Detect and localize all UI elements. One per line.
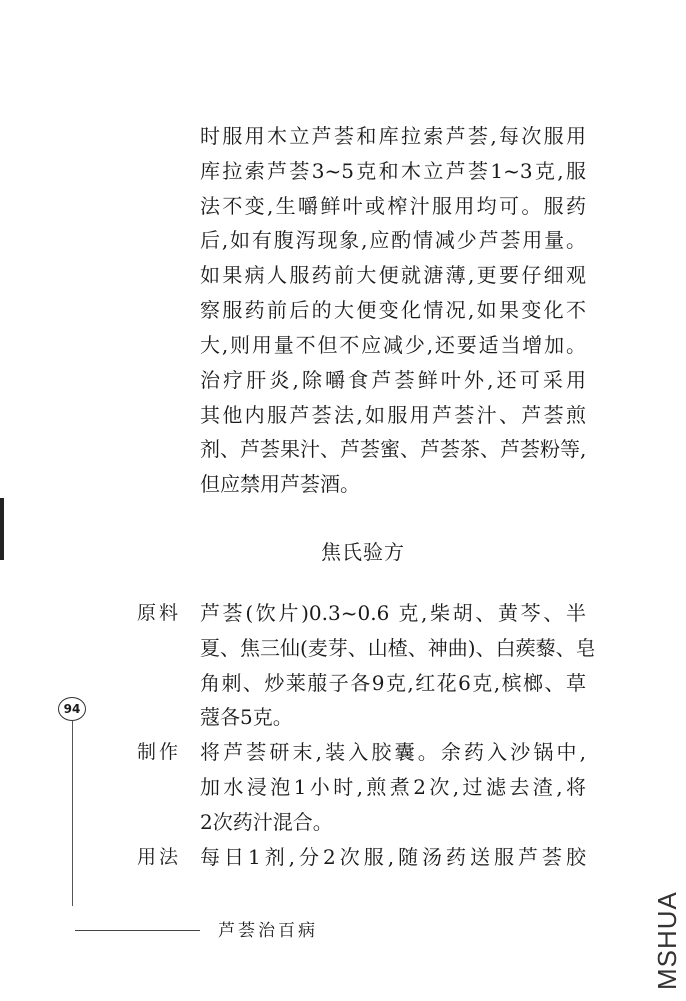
page-number: 94	[58, 697, 86, 721]
text-line: 每日1剂,分2次服,随汤药送服芦荟胶	[200, 845, 586, 869]
text-line: 库拉索芦荟3~5克和木立芦荟1~3克,服	[200, 159, 586, 183]
text-line: 夏、焦三仙(麦芽、山楂、神曲)、白蒺藜、皂	[200, 636, 596, 660]
text-line: 治疗肝炎,除嚼食芦荟鲜叶外,还可采用	[200, 368, 586, 392]
text-line: 时服用木立芦荟和库拉索芦荟,每次服用	[200, 124, 586, 148]
text-line: 但应禁用芦荟酒。	[200, 472, 360, 496]
text-line: 加水浸泡1小时,煎煮2次,过滤去渣,将	[200, 775, 586, 799]
ingredients-label: 原料	[137, 602, 182, 624]
text-line: 蔻各5克。	[200, 705, 293, 729]
text-line: 后,如有腹泻现象,应酌情减少芦荟用量。	[200, 228, 586, 252]
text-line: 2次药汁混合。	[200, 810, 333, 834]
text-line: 如果病人服药前大便就溏薄,更要仔细观	[200, 263, 586, 287]
text-line: 法不变,生嚼鲜叶或榨汁服用均可。服药	[200, 194, 586, 218]
text-line: 芦荟(饮片)0.3~0.6 克,柴胡、黄芩、半	[200, 601, 586, 625]
footer-book-title: 芦荟治百病	[218, 921, 318, 941]
watermark: MSHUA	[652, 891, 682, 990]
text-line: 角刺、炒莱菔子各9克,红花6克,槟榔、草	[200, 671, 586, 695]
usage-label: 用法	[137, 846, 182, 868]
text-line: 察服药前后的大便变化情况,如果变化不	[200, 298, 586, 322]
text-line: 大,则用量不但不应减少,还要适当增加。	[200, 333, 586, 357]
text-line: 剂、芦荟果汁、芦荟蜜、芦荟茶、芦荟粉等,	[200, 437, 587, 461]
preparation-label: 制作	[137, 741, 182, 763]
margin-rule	[72, 721, 73, 906]
footer-rule	[75, 930, 200, 931]
text-line: 其他内服芦荟法,如服用芦荟汁、芦荟煎	[200, 403, 586, 427]
section-title: 焦氏验方	[321, 540, 405, 564]
text-line: 将芦荟研末,装入胶囊。余药入沙锅中,	[200, 740, 586, 764]
